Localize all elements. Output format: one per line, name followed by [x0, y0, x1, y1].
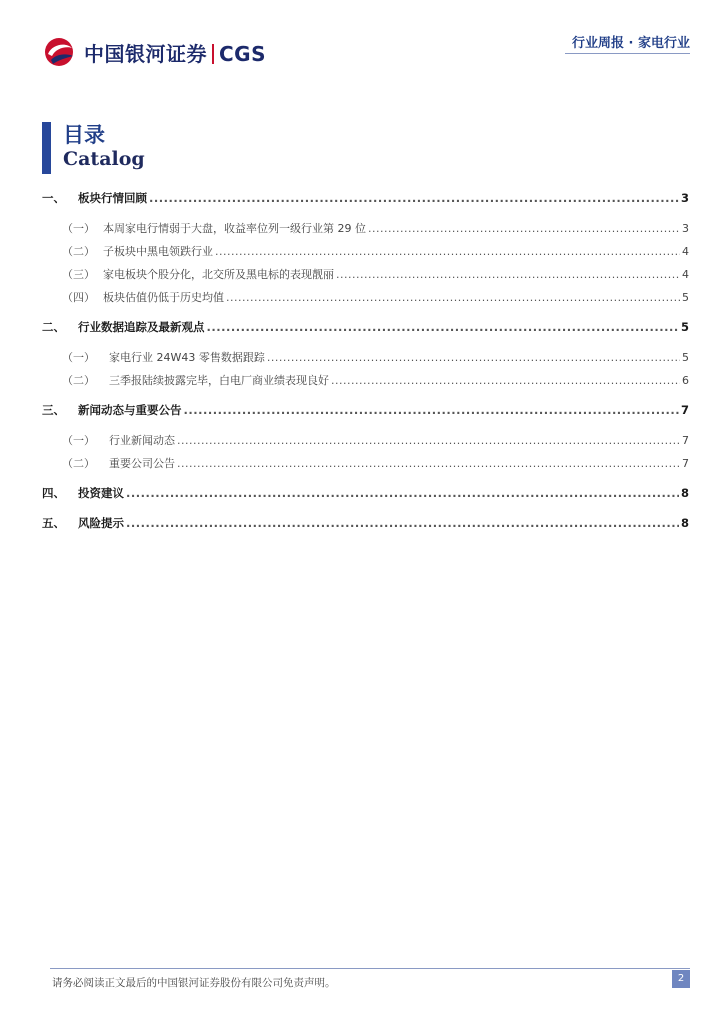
toc-leader [331, 374, 680, 387]
toc-number: （二） [62, 457, 95, 470]
toc-entry[interactable] [42, 515, 689, 535]
toc-entry[interactable] [42, 266, 689, 286]
toc-leader [207, 320, 679, 334]
company-logo [42, 36, 266, 68]
report-type-label: 行业周报 · 家电行业 [572, 36, 690, 51]
toc-page-number: 6 [682, 374, 689, 387]
toc-title: 板块行情回顾 [78, 191, 147, 205]
catalog-title-en: Catalog [63, 148, 145, 170]
toc-page-number: 7 [680, 403, 689, 417]
toc-entry[interactable] [42, 243, 689, 263]
toc-entry[interactable] [42, 220, 689, 240]
toc-entry[interactable] [42, 319, 689, 339]
toc-number: （二） [62, 245, 95, 258]
toc-leader [177, 434, 680, 447]
toc-entry[interactable] [42, 402, 689, 422]
toc-number: 三、 [42, 403, 65, 417]
footer-rule [50, 968, 690, 969]
footer-disclaimer: 请务必阅读正文最后的中国银河证券股份有限公司免责声明。 [52, 977, 336, 989]
toc-entry[interactable] [42, 289, 689, 309]
toc-title: 新闻动态与重要公告 [78, 403, 182, 417]
logo-wordmark: 中国银河证券 CGS [84, 41, 266, 66]
toc-leader [336, 268, 680, 281]
toc-entry[interactable] [42, 190, 689, 210]
toc-title: 行业数据追踪及最新观点 [78, 320, 205, 334]
toc-number: （一） [62, 434, 95, 447]
toc-number: （四） [62, 291, 95, 304]
toc-leader [177, 457, 680, 470]
toc-entry[interactable] [42, 349, 689, 369]
toc-number: 四、 [42, 486, 65, 500]
toc-page-number: 4 [682, 245, 689, 258]
toc-title: 子板块中黑电领跌行业 [103, 245, 213, 258]
toc-number: 二、 [42, 320, 65, 334]
toc-page-number: 8 [680, 516, 689, 530]
toc-title: 家电板块个股分化，北交所及黑电标的表现靓丽 [103, 268, 334, 281]
toc-number: （一） [62, 351, 95, 364]
galaxy-logo-icon [42, 36, 78, 68]
toc-leader [226, 291, 680, 304]
page-number-badge: 2 [672, 970, 690, 988]
toc-page-number: 5 [680, 320, 689, 334]
toc-page-number: 5 [682, 291, 689, 304]
toc-page-number: 7 [682, 457, 689, 470]
toc-entry[interactable] [42, 455, 689, 475]
toc-leader [184, 403, 679, 417]
toc-leader [126, 516, 679, 530]
toc-number: （二） [62, 374, 95, 387]
toc-number: 一、 [42, 191, 65, 205]
toc-number: （一） [62, 222, 95, 235]
toc-page-number: 7 [682, 434, 689, 447]
toc-title: 重要公司公告 [109, 457, 175, 470]
toc-title: 行业新闻动态 [109, 434, 175, 447]
toc-title: 风险提示 [78, 516, 124, 530]
toc-leader [368, 222, 680, 235]
toc-title: 三季报陆续披露完毕，白电厂商业绩表现良好 [109, 374, 329, 387]
toc-leader [267, 351, 680, 364]
page-header [0, 0, 724, 80]
toc-entry[interactable] [42, 372, 689, 392]
toc-entry[interactable] [42, 485, 689, 505]
toc-title: 板块估值仍低于历史均值 [103, 291, 224, 304]
toc-title: 投资建议 [78, 486, 124, 500]
toc-leader [149, 191, 679, 205]
toc-leader [126, 486, 679, 500]
header-rule [565, 53, 690, 54]
toc-number: （三） [62, 268, 95, 281]
toc-number: 五、 [42, 516, 65, 530]
toc-leader [215, 245, 680, 258]
catalog-title-cn: 目录 [63, 122, 105, 147]
toc-page-number: 8 [680, 486, 689, 500]
toc-page-number: 3 [680, 191, 689, 205]
toc-title: 本周家电行情弱于大盘，收益率位列一级行业第 29 位 [103, 222, 366, 235]
catalog-accent-bar [42, 122, 51, 174]
toc-page-number: 5 [682, 351, 689, 364]
toc-page-number: 4 [682, 268, 689, 281]
toc-title: 家电行业 24W43 零售数据跟踪 [109, 351, 265, 364]
toc-entry[interactable] [42, 432, 689, 452]
toc-page-number: 3 [682, 222, 689, 235]
